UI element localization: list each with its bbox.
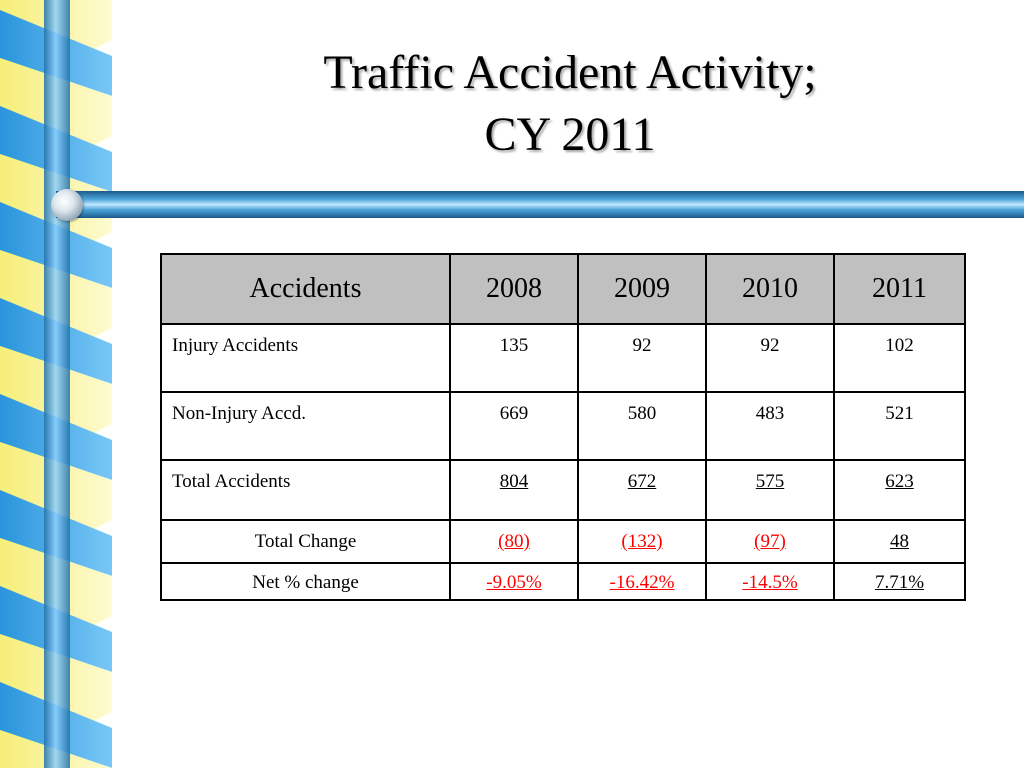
table-cell: 580 bbox=[578, 392, 706, 460]
decorative-ribbon bbox=[0, 0, 112, 768]
table-cell: 7.71% bbox=[834, 563, 965, 600]
table-cell: (80) bbox=[450, 520, 578, 563]
title-line-2: CY 2011 bbox=[484, 108, 656, 161]
table-row bbox=[161, 520, 965, 563]
table-cell: 521 bbox=[834, 392, 965, 460]
table-row bbox=[161, 563, 965, 600]
table-cell: 135 bbox=[450, 324, 578, 392]
accidents-table bbox=[160, 253, 966, 601]
row-label: Total Change bbox=[161, 520, 450, 563]
table-cell: 92 bbox=[578, 324, 706, 392]
row-label: Total Accidents bbox=[161, 460, 450, 520]
row-label: Injury Accidents bbox=[161, 324, 450, 392]
table-cell: -16.42% bbox=[578, 563, 706, 600]
table-cell: 483 bbox=[706, 392, 834, 460]
table-row bbox=[161, 460, 965, 520]
table-cell: (132) bbox=[578, 520, 706, 563]
header-cell: Accidents bbox=[161, 254, 450, 324]
row-label: Non-Injury Accd. bbox=[161, 392, 450, 460]
header-cell: 2010 bbox=[706, 254, 834, 324]
table-cell: 623 bbox=[834, 460, 965, 520]
slide-title bbox=[170, 42, 970, 166]
table-cell: -9.05% bbox=[450, 563, 578, 600]
table-cell: 804 bbox=[450, 460, 578, 520]
table-row bbox=[161, 392, 965, 460]
table-cell: 669 bbox=[450, 392, 578, 460]
bar-knob bbox=[51, 189, 83, 221]
header-cell: 2009 bbox=[578, 254, 706, 324]
table-cell: 575 bbox=[706, 460, 834, 520]
header-cell: 2008 bbox=[450, 254, 578, 324]
table-cell: 672 bbox=[578, 460, 706, 520]
table-cell: -14.5% bbox=[706, 563, 834, 600]
header-row bbox=[161, 254, 965, 324]
title-line-1: Traffic Accident Activity; bbox=[323, 46, 817, 99]
table-cell: 92 bbox=[706, 324, 834, 392]
table-row bbox=[161, 324, 965, 392]
row-label: Net % change bbox=[161, 563, 450, 600]
table-cell: (97) bbox=[706, 520, 834, 563]
header-cell: 2011 bbox=[834, 254, 965, 324]
table-cell: 48 bbox=[834, 520, 965, 563]
horizontal-bar bbox=[56, 191, 1024, 218]
table-cell: 102 bbox=[834, 324, 965, 392]
